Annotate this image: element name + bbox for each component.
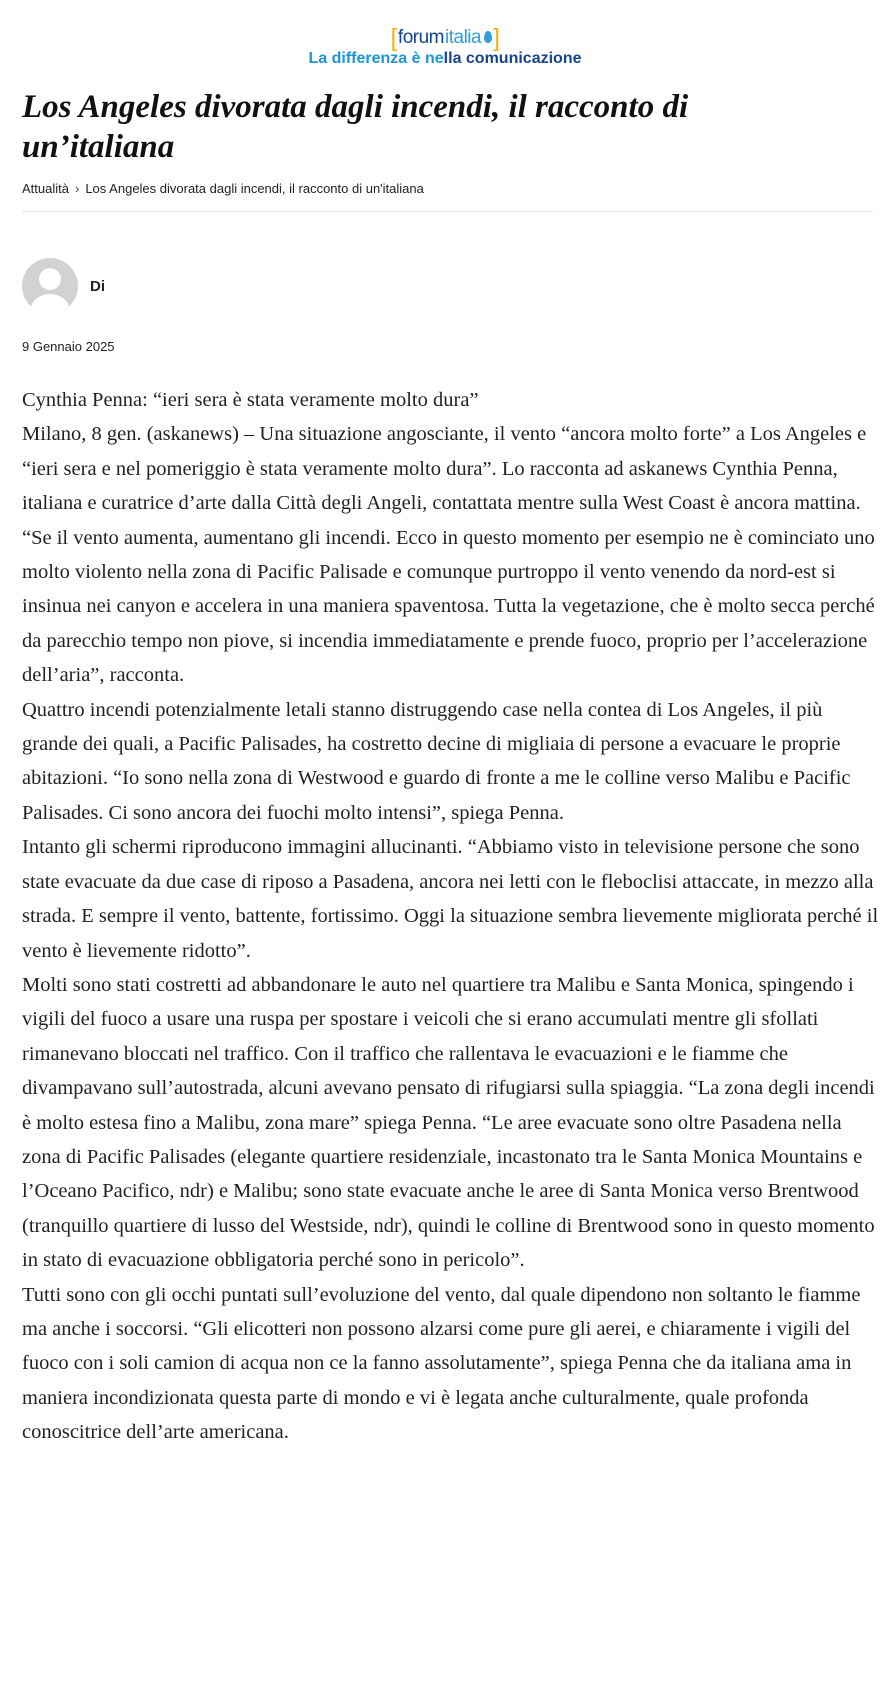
breadcrumb <box>22 180 424 198</box>
logo-text-forum: forum <box>397 27 444 48</box>
article-paragraph: Cynthia Penna: “ieri sera è stata veramente molto dura” <box>22 389 479 411</box>
logo-text-italia: italia <box>445 27 482 48</box>
tagline-part-2: lla comunicazione <box>443 50 582 67</box>
article-title: Los Angeles divorata dagli incendi, il racconto di un’italiana <box>22 89 689 165</box>
breadcrumb-section-link[interactable]: Attualità <box>22 181 69 196</box>
author-byline: Di <box>90 277 105 295</box>
author-box <box>22 258 105 314</box>
article-paragraph: Quattro incendi potenzialmente letali stanno distruggendo case nella contea di Los Angeles, il più grande dei quali, a Pacific Palisades, ha costretto decine di migliaia di persone a evacuare le proprie abitazioni. “Io sono nella zona di Westwood e guardo di fronte a me le colline verso Malibu e Pacific Palisades. Ci sono ancora dei fuochi molto intensi”, spiega Penna. <box>22 698 851 824</box>
article-paragraph: Milano, 8 gen. (askanews) – Una situazione angosciante, il vento “ancora molto forte” a Los Angeles e “ieri sera e nel pomeriggio è stata veramente molto dura”. Lo racconta ad askanews Cynthia Penna, italiana e curatrice d’arte dalla Città degli Angeli, contattata mentre sulla West Coast è ancora mattina. “Se il vento aumenta, aumentano gli incendi. Ecco in questo momento per esempio ne è cominciato uno molto violento nella zona di Pacific Palisade e comunque purtroppo il vento venendo da nord-est si insinua nei canyon e accelera in una maniera spaventosa. Tutta la vegetazione, che è molto secca perché da parecchio tempo non piove, si incendia immediatamente e prende fuoco, proprio per l’accelerazione dell’aria”, racconta. <box>22 423 875 687</box>
logo-bracket-left: [ <box>390 24 397 52</box>
site-tagline <box>0 49 890 69</box>
logo-drop-icon <box>484 31 492 43</box>
publish-date: 9 Gennaio 2025 <box>22 339 115 354</box>
avatar-head-shape <box>39 268 61 290</box>
article-paragraph: Molti sono stati costretti ad abbandonare le auto nel quartiere tra Malibu e Santa Monica, spingendo i vigili del fuoco a usare una ruspa per spostare i veicoli che si erano accumulati mentre gli sfollati rimanevano bloccati nel traffico. Con il traffico che rallentava le evacuazioni e le fiamme che divampavano sull’autostrada, alcuni avevano pensato di rifugiarsi sulla spiaggia. “La zona degli incendi è molto estesa fino a Malibu, zona mare” spiega Penna. “Le aree evacuate sono oltre Pasadena nella zona di Pacific Palisades (elegante quartiere residenziale, incastonato tra le Santa Monica Mountains e l’Oceano Pacifico, ndr) e Malibu; sono state evacuate anche le aree di Santa Monica verso Brentwood (tranquillo quartiere di lusso del Westside, ndr), quindi le colline di Brentwood sono in questo momento in stato di evacuazione obbligatoria perché sono in pericolo”. <box>22 973 875 1272</box>
tagline-part-1: La differenza è ne <box>308 50 444 67</box>
header-divider <box>22 211 873 212</box>
breadcrumb-separator-icon: › <box>74 181 80 196</box>
article-body <box>22 383 880 1450</box>
article-paragraph: Intanto gli schermi riproducono immagini allucinanti. “Abbiamo visto in televisione persone che sono state evacuate da due case di riposo a Pasadena, ancora nei letti con le fleboclisi attaccate, in mezzo alla strada. E sempre il vento, battente, fortissimo. Oggi la situazione sembra lievemente migliorata perché il vento è lievemente ridotto”. <box>22 836 879 962</box>
author-avatar[interactable] <box>22 258 78 314</box>
logo-bracket-right: ] <box>493 24 500 52</box>
article-paragraph: Tutti sono con gli occhi puntati sull’evoluzione del vento, dal quale dipendono non soltanto le fiamme ma anche i soccorsi. “Gli elicotteri non possono alzarsi come pure gli aerei, e chiaramente i vigili del fuoco con i soli camion di acqua non ce la fanno assolutamente”, spiega Penna che da italiana ama in maniera incondizionata questa parte di mondo e vi è legata anche culturalmente, quale profonda conoscitrice dell’arte americana. <box>22 1283 861 1444</box>
breadcrumb-current: Los Angeles divorata dagli incendi, il racconto di un'italiana <box>85 181 424 196</box>
avatar-body-shape <box>30 294 70 314</box>
site-logo[interactable] <box>390 24 499 52</box>
site-header <box>0 24 890 69</box>
